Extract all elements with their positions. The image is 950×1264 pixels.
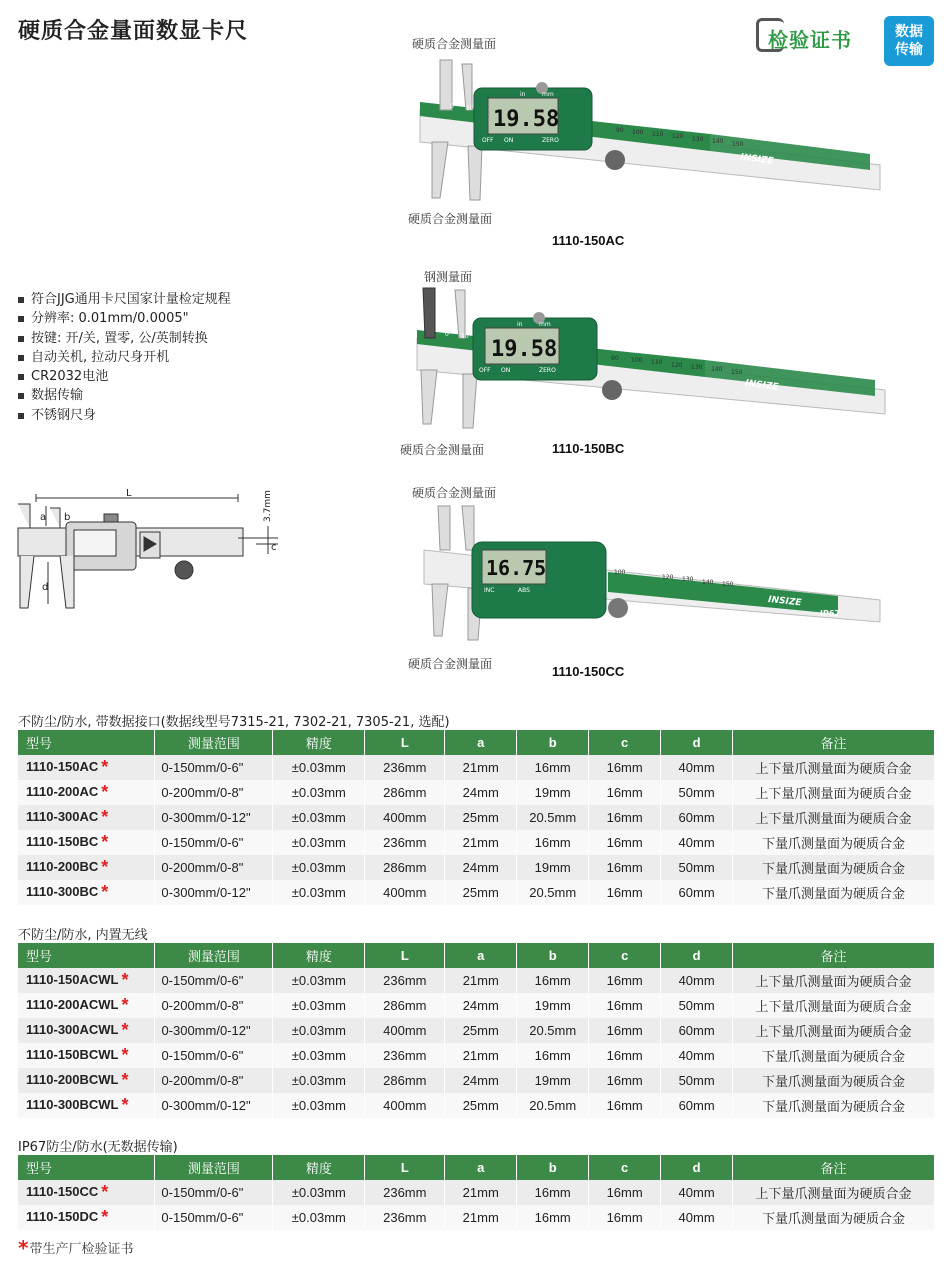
column-header-d: d bbox=[661, 943, 733, 968]
dim-label-note: 3.7mm bbox=[263, 490, 273, 522]
scale-num: 120 bbox=[662, 574, 674, 581]
column-header-a: a bbox=[445, 943, 517, 968]
table-row bbox=[18, 1043, 935, 1068]
cell-a: 21mm bbox=[445, 1043, 517, 1068]
cell-c: 16mm bbox=[589, 1043, 661, 1068]
scale-num: 140 bbox=[702, 579, 714, 586]
cell-c: 16mm bbox=[589, 755, 661, 780]
cell-b: 20.5mm bbox=[517, 1093, 589, 1118]
cell-d: 60mm bbox=[661, 1093, 733, 1118]
caliper-image-2 bbox=[405, 282, 897, 442]
cell-d: 40mm bbox=[661, 968, 733, 993]
cell-remark: 上下量爪测量面为硬质合金 bbox=[733, 993, 935, 1018]
column-header-c: c bbox=[589, 943, 661, 968]
section-heading-1: 不防尘/防水, 带数据接口(数据线型号7315-21, 7302-21, 7305-21, 选配) bbox=[18, 715, 450, 730]
cell-range: 0-300mm/0-12" bbox=[155, 880, 273, 905]
column-header-a: a bbox=[445, 730, 517, 755]
cell-range: 0-150mm/0-6" bbox=[155, 755, 273, 780]
scale-num: 10 bbox=[466, 105, 474, 112]
cell-remark: 下量爪测量面为硬质合金 bbox=[733, 1205, 935, 1230]
cell-accuracy: ±0.03mm bbox=[273, 830, 365, 855]
certificate-star-icon: * bbox=[101, 1182, 109, 1202]
column-header-model: 型号 bbox=[18, 943, 155, 968]
cell-model bbox=[18, 830, 155, 855]
column-header-range: 测量范围 bbox=[155, 943, 273, 968]
column-header-d: d bbox=[661, 730, 733, 755]
cell-b: 16mm bbox=[517, 755, 589, 780]
cell-length: 236mm bbox=[365, 1205, 445, 1230]
feature-item: 分辨率: 0.01mm/0.0005" bbox=[18, 309, 231, 328]
cell-range: 0-150mm/0-6" bbox=[155, 1205, 273, 1230]
certificate-star-icon: * bbox=[101, 882, 109, 902]
cell-range: 0-200mm/0-8" bbox=[155, 993, 273, 1018]
cell-accuracy: ±0.03mm bbox=[273, 805, 365, 830]
footnote bbox=[18, 1236, 133, 1260]
cell-d: 50mm bbox=[661, 780, 733, 805]
cell-remark: 下量爪测量面为硬质合金 bbox=[733, 1043, 935, 1068]
table-header-row bbox=[18, 943, 935, 968]
model-number: 1110-200ACWL bbox=[26, 997, 119, 1012]
lcd-on-label: ON bbox=[501, 367, 511, 374]
lcd-on-label: ON bbox=[504, 137, 514, 144]
cell-accuracy: ±0.03mm bbox=[273, 968, 365, 993]
scale-num: 100 bbox=[614, 569, 626, 576]
cell-b: 16mm bbox=[517, 1205, 589, 1230]
brand-logo: INSIZE bbox=[767, 594, 802, 609]
dim-label-d: d bbox=[42, 582, 49, 593]
table-row bbox=[18, 993, 935, 1018]
cell-d: 50mm bbox=[661, 1068, 733, 1093]
callout-bottom-1: 硬质合金测量面 bbox=[408, 212, 493, 226]
column-header-d: d bbox=[661, 1155, 733, 1180]
cell-c: 16mm bbox=[589, 1068, 661, 1093]
cell-remark: 下量爪测量面为硬质合金 bbox=[733, 855, 935, 880]
cell-remark: 上下量爪测量面为硬质合金 bbox=[733, 968, 935, 993]
column-header-b: b bbox=[517, 1155, 589, 1180]
cell-remark: 上下量爪测量面为硬质合金 bbox=[733, 780, 935, 805]
column-header-remark: 备注 bbox=[733, 1155, 935, 1180]
cell-accuracy: ±0.03mm bbox=[273, 780, 365, 805]
column-header-range: 测量范围 bbox=[155, 730, 273, 755]
column-header-range: 测量范围 bbox=[155, 1155, 273, 1180]
cell-remark: 上下量爪测量面为硬质合金 bbox=[733, 755, 935, 780]
column-header-length: L bbox=[365, 730, 445, 755]
table-row bbox=[18, 805, 935, 830]
table-row bbox=[18, 1205, 935, 1230]
ip-rating-label: IP67 bbox=[820, 609, 840, 618]
column-header-length: L bbox=[365, 943, 445, 968]
callout-top-3: 硬质合金测量面 bbox=[412, 486, 497, 500]
cell-range: 0-300mm/0-12" bbox=[155, 1093, 273, 1118]
table-row bbox=[18, 855, 935, 880]
feature-item: CR2032电池 bbox=[18, 367, 231, 386]
cell-d: 40mm bbox=[661, 830, 733, 855]
cell-length: 400mm bbox=[365, 880, 445, 905]
cell-length: 236mm bbox=[365, 1043, 445, 1068]
scale-num: 120 bbox=[671, 362, 683, 369]
scale-num: 130 bbox=[682, 576, 694, 583]
scale-num: 90 bbox=[611, 355, 619, 362]
cell-length: 286mm bbox=[365, 780, 445, 805]
certificate-star-icon: * bbox=[101, 857, 109, 877]
model-number: 1110-200BCWL bbox=[26, 1072, 119, 1087]
scale-num: 0 bbox=[445, 331, 449, 338]
model-number: 1110-300ACWL bbox=[26, 1022, 119, 1037]
cell-remark: 上下量爪测量面为硬质合金 bbox=[733, 1018, 935, 1043]
caliper-image-1 bbox=[410, 50, 892, 215]
lcd-mm-label: mm bbox=[542, 91, 554, 98]
cell-range: 0-200mm/0-8" bbox=[155, 1068, 273, 1093]
spec-table-1 bbox=[18, 730, 935, 905]
cell-accuracy: ±0.03mm bbox=[273, 993, 365, 1018]
scale-num: 150 bbox=[732, 141, 744, 148]
lcd-in-label: in bbox=[517, 321, 523, 328]
cell-model bbox=[18, 880, 155, 905]
cell-b: 16mm bbox=[517, 968, 589, 993]
spec-table-3 bbox=[18, 1155, 935, 1230]
cell-range: 0-150mm/0-6" bbox=[155, 1180, 273, 1205]
cell-length: 236mm bbox=[365, 755, 445, 780]
cell-d: 60mm bbox=[661, 805, 733, 830]
table-header-row bbox=[18, 730, 935, 755]
cell-c: 16mm bbox=[589, 1205, 661, 1230]
table-row bbox=[18, 830, 935, 855]
cell-a: 21mm bbox=[445, 830, 517, 855]
dim-label-a: a bbox=[40, 512, 47, 523]
scale-num: 110 bbox=[652, 131, 664, 138]
cell-a: 24mm bbox=[445, 993, 517, 1018]
certificate-star-icon: * bbox=[101, 832, 109, 852]
scale-num: 100 bbox=[632, 129, 644, 136]
cell-b: 16mm bbox=[517, 1043, 589, 1068]
feature-item: 自动关机, 拉动尺身开机 bbox=[18, 348, 231, 367]
cell-d: 40mm bbox=[661, 1043, 733, 1068]
model-number: 1110-150ACWL bbox=[26, 972, 119, 987]
model-number: 1110-150BCWL bbox=[26, 1047, 119, 1062]
model-number: 1110-300BC bbox=[26, 884, 99, 899]
column-header-remark: 备注 bbox=[733, 943, 935, 968]
cell-range: 0-200mm/0-8" bbox=[155, 855, 273, 880]
lcd-reading-3: 16.75 bbox=[486, 556, 547, 580]
page-title: 硬质合金量面数显卡尺 bbox=[18, 19, 249, 44]
lcd-in-label: in bbox=[520, 91, 526, 98]
cell-model bbox=[18, 1180, 155, 1205]
footnote-star: * bbox=[18, 1236, 29, 1260]
dim-label-b: b bbox=[64, 512, 71, 523]
cell-b: 20.5mm bbox=[517, 805, 589, 830]
certificate-star-icon: * bbox=[121, 970, 129, 990]
certificate-star-icon: * bbox=[101, 757, 109, 777]
table-row bbox=[18, 755, 935, 780]
cell-accuracy: ±0.03mm bbox=[273, 855, 365, 880]
cell-a: 24mm bbox=[445, 1068, 517, 1093]
lcd-zero-label: ZERO bbox=[539, 367, 556, 374]
scale-num: 0 bbox=[450, 103, 454, 110]
table-row bbox=[18, 1093, 935, 1118]
cell-model bbox=[18, 968, 155, 993]
table-row bbox=[18, 880, 935, 905]
lcd-reading-2: 19.58 bbox=[491, 337, 558, 362]
scale-num: 130 bbox=[691, 364, 703, 371]
feature-item: 按键: 开/关, 置零, 公/英制转换 bbox=[18, 329, 231, 348]
cell-range: 0-300mm/0-12" bbox=[155, 1018, 273, 1043]
callout-bottom-2: 硬质合金测量面 bbox=[400, 443, 485, 457]
cell-a: 21mm bbox=[445, 1205, 517, 1230]
column-header-accuracy: 精度 bbox=[273, 730, 365, 755]
cell-length: 400mm bbox=[365, 805, 445, 830]
cell-c: 16mm bbox=[589, 993, 661, 1018]
cell-range: 0-150mm/0-6" bbox=[155, 830, 273, 855]
scale-num: 10 bbox=[461, 333, 469, 340]
certificate-star-icon: * bbox=[121, 1045, 129, 1065]
cell-accuracy: ±0.03mm bbox=[273, 1018, 365, 1043]
cell-model bbox=[18, 1093, 155, 1118]
data-badge-line2: 传输 bbox=[895, 42, 923, 58]
cell-range: 0-150mm/0-6" bbox=[155, 1043, 273, 1068]
lcd-reading-1: 19.58 bbox=[493, 107, 560, 132]
certificate-star-icon: * bbox=[121, 1020, 129, 1040]
model-caption-3: 1110-150CC bbox=[552, 664, 625, 679]
certificate-star-icon: * bbox=[121, 1095, 129, 1115]
certificate-star-icon: * bbox=[101, 807, 109, 827]
lcd-zero-label: ZERO bbox=[542, 137, 559, 144]
cell-b: 20.5mm bbox=[517, 1018, 589, 1043]
feature-list bbox=[18, 290, 231, 425]
cell-c: 16mm bbox=[589, 805, 661, 830]
cell-d: 40mm bbox=[661, 755, 733, 780]
cell-model bbox=[18, 1205, 155, 1230]
cell-d: 50mm bbox=[661, 993, 733, 1018]
section-heading-3: IP67防尘/防水(无数据传输) bbox=[18, 1140, 178, 1155]
cell-d: 50mm bbox=[661, 855, 733, 880]
cell-model bbox=[18, 993, 155, 1018]
lcd-abs-label: ABS bbox=[518, 587, 530, 594]
scale-num: 120 bbox=[672, 133, 684, 140]
column-header-c: c bbox=[589, 730, 661, 755]
column-header-accuracy: 精度 bbox=[273, 943, 365, 968]
callout-bottom-3: 硬质合金测量面 bbox=[408, 657, 493, 671]
certificate-star-icon: * bbox=[121, 995, 129, 1015]
cell-model bbox=[18, 755, 155, 780]
column-header-length: L bbox=[365, 1155, 445, 1180]
cell-model bbox=[18, 780, 155, 805]
cell-length: 400mm bbox=[365, 1093, 445, 1118]
cell-model bbox=[18, 1018, 155, 1043]
table-row bbox=[18, 1180, 935, 1205]
cell-model bbox=[18, 1068, 155, 1093]
model-number: 1110-300BCWL bbox=[26, 1097, 119, 1112]
cell-a: 21mm bbox=[445, 968, 517, 993]
cell-c: 16mm bbox=[589, 968, 661, 993]
scale-num: 150 bbox=[731, 369, 743, 376]
cell-b: 19mm bbox=[517, 993, 589, 1018]
scale-num: 140 bbox=[712, 138, 724, 145]
model-number: 1110-150BC bbox=[26, 834, 99, 849]
certificate-star-icon: * bbox=[101, 782, 109, 802]
brand-logo: INSIZE bbox=[739, 152, 774, 167]
cell-accuracy: ±0.03mm bbox=[273, 1205, 365, 1230]
cell-remark: 下量爪测量面为硬质合金 bbox=[733, 1068, 935, 1093]
cell-range: 0-150mm/0-6" bbox=[155, 968, 273, 993]
feature-item: 不锈钢尺身 bbox=[18, 406, 231, 425]
caliper-image-3 bbox=[418, 500, 888, 650]
cell-length: 286mm bbox=[365, 1068, 445, 1093]
cell-b: 19mm bbox=[517, 780, 589, 805]
cell-length: 286mm bbox=[365, 855, 445, 880]
dim-label-c: c bbox=[271, 542, 277, 553]
data-badge-line1: 数据 bbox=[895, 24, 923, 40]
cell-d: 40mm bbox=[661, 1205, 733, 1230]
section-heading-2: 不防尘/防水, 内置无线 bbox=[18, 928, 148, 943]
table-row bbox=[18, 968, 935, 993]
table-row bbox=[18, 1018, 935, 1043]
model-number: 1110-150CC bbox=[26, 1184, 99, 1199]
column-header-b: b bbox=[517, 730, 589, 755]
cell-accuracy: ±0.03mm bbox=[273, 1093, 365, 1118]
lcd-inc-label: INC bbox=[484, 587, 495, 594]
cell-c: 16mm bbox=[589, 1018, 661, 1043]
model-caption-1: 1110-150AC bbox=[552, 233, 625, 248]
column-header-model: 型号 bbox=[18, 1155, 155, 1180]
cell-b: 19mm bbox=[517, 855, 589, 880]
table-header-row bbox=[18, 1155, 935, 1180]
table-row bbox=[18, 1068, 935, 1093]
column-header-b: b bbox=[517, 943, 589, 968]
footnote-text: 带生产厂检验证书 bbox=[29, 1242, 134, 1257]
callout-top-2: 钢测量面 bbox=[424, 270, 473, 284]
certificate-star-icon: * bbox=[121, 1070, 129, 1090]
cell-accuracy: ±0.03mm bbox=[273, 1068, 365, 1093]
feature-item: 数据传输 bbox=[18, 386, 231, 405]
lcd-off-label: OFF bbox=[482, 137, 494, 144]
feature-item: 符合JJG通用卡尺国家计量检定规程 bbox=[18, 290, 231, 309]
scale-num: 150 bbox=[722, 581, 734, 588]
cell-accuracy: ±0.03mm bbox=[273, 1180, 365, 1205]
cell-c: 16mm bbox=[589, 1093, 661, 1118]
cell-a: 24mm bbox=[445, 855, 517, 880]
cell-remark: 上下量爪测量面为硬质合金 bbox=[733, 805, 935, 830]
column-header-remark: 备注 bbox=[733, 730, 935, 755]
cell-c: 16mm bbox=[589, 1180, 661, 1205]
cell-model bbox=[18, 855, 155, 880]
cell-length: 236mm bbox=[365, 968, 445, 993]
cell-accuracy: ±0.03mm bbox=[273, 755, 365, 780]
cell-remark: 下量爪测量面为硬质合金 bbox=[733, 1093, 935, 1118]
model-number: 1110-300AC bbox=[26, 809, 99, 824]
scale-num: 130 bbox=[692, 136, 704, 143]
column-header-a: a bbox=[445, 1155, 517, 1180]
cell-d: 60mm bbox=[661, 880, 733, 905]
cell-remark: 下量爪测量面为硬质合金 bbox=[733, 880, 935, 905]
cell-model bbox=[18, 805, 155, 830]
table-row bbox=[18, 780, 935, 805]
lcd-mm-label: mm bbox=[539, 321, 551, 328]
cell-b: 19mm bbox=[517, 1068, 589, 1093]
cell-c: 16mm bbox=[589, 880, 661, 905]
cell-a: 25mm bbox=[445, 1018, 517, 1043]
cell-remark: 上下量爪测量面为硬质合金 bbox=[733, 1180, 935, 1205]
cell-accuracy: ±0.03mm bbox=[273, 880, 365, 905]
scale-num: 90 bbox=[616, 127, 624, 134]
spec-table-2 bbox=[18, 943, 935, 1118]
cell-a: 25mm bbox=[445, 1093, 517, 1118]
certificate-star-icon: * bbox=[101, 1207, 109, 1227]
cell-c: 16mm bbox=[589, 855, 661, 880]
cell-d: 40mm bbox=[661, 1180, 733, 1205]
column-header-model: 型号 bbox=[18, 730, 155, 755]
cell-b: 16mm bbox=[517, 1180, 589, 1205]
certificate-badge-label: 检验证书 bbox=[768, 28, 852, 52]
cell-a: 21mm bbox=[445, 755, 517, 780]
cell-c: 16mm bbox=[589, 780, 661, 805]
cell-length: 400mm bbox=[365, 1018, 445, 1043]
cell-accuracy: ±0.03mm bbox=[273, 1043, 365, 1068]
cell-model bbox=[18, 1043, 155, 1068]
cell-remark: 下量爪测量面为硬质合金 bbox=[733, 830, 935, 855]
callout-top-1: 硬质合金测量面 bbox=[412, 37, 497, 51]
scale-num: 110 bbox=[651, 359, 663, 366]
cell-a: 25mm bbox=[445, 805, 517, 830]
cell-range: 0-200mm/0-8" bbox=[155, 780, 273, 805]
brand-logo: INSIZE bbox=[744, 378, 779, 393]
model-number: 1110-150AC bbox=[26, 759, 99, 774]
model-number: 1110-200AC bbox=[26, 784, 99, 799]
lcd-off-label: OFF bbox=[479, 367, 491, 374]
cell-d: 60mm bbox=[661, 1018, 733, 1043]
model-number: 1110-150DC bbox=[26, 1209, 99, 1224]
cell-b: 20.5mm bbox=[517, 880, 589, 905]
scale-num: 140 bbox=[711, 366, 723, 373]
cell-length: 236mm bbox=[365, 830, 445, 855]
dimension-diagram bbox=[16, 486, 281, 622]
column-header-accuracy: 精度 bbox=[273, 1155, 365, 1180]
cell-a: 25mm bbox=[445, 880, 517, 905]
cell-a: 21mm bbox=[445, 1180, 517, 1205]
cell-a: 24mm bbox=[445, 780, 517, 805]
column-header-c: c bbox=[589, 1155, 661, 1180]
certificate-badge bbox=[756, 18, 860, 54]
cell-b: 16mm bbox=[517, 830, 589, 855]
cell-c: 16mm bbox=[589, 830, 661, 855]
cell-range: 0-300mm/0-12" bbox=[155, 805, 273, 830]
scale-num: 100 bbox=[631, 357, 643, 364]
dim-label-L: L bbox=[126, 488, 132, 499]
cell-length: 286mm bbox=[365, 993, 445, 1018]
cell-length: 236mm bbox=[365, 1180, 445, 1205]
model-caption-2: 1110-150BC bbox=[552, 441, 625, 456]
model-number: 1110-200BC bbox=[26, 859, 99, 874]
